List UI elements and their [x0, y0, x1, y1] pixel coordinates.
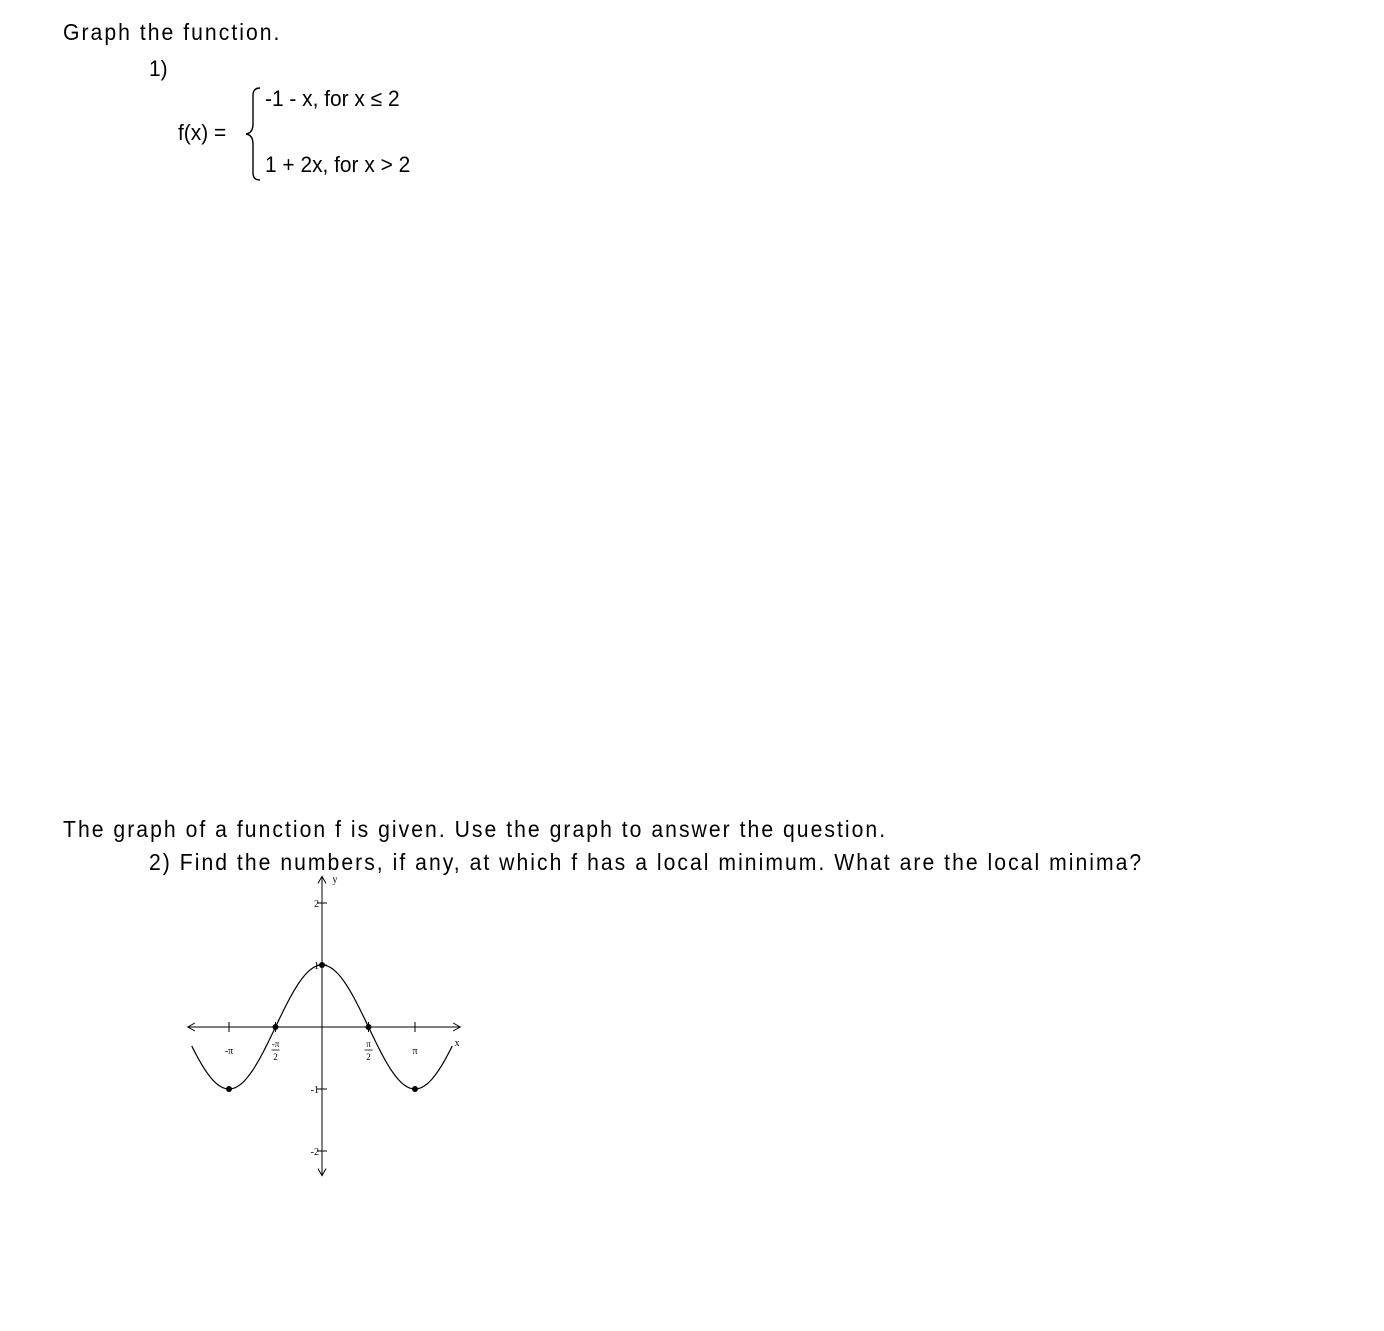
y-axis-label: y [332, 874, 338, 886]
marked-point [319, 962, 325, 968]
section2-instruction: The graph of a function f is given. Use the graph to answer the question. [63, 816, 888, 842]
section1-instruction: Graph the function. [63, 19, 282, 45]
problem-2-question: 2) Find the numbers, if any, at which f has a local minimum. What are the local minima? [149, 849, 1144, 875]
x-tick-label: π [412, 1046, 418, 1057]
marked-point [365, 1024, 371, 1030]
marked-point [226, 1086, 232, 1092]
x-tick-label-denominator: 2 [366, 1052, 371, 1062]
marked-point [412, 1086, 418, 1092]
x-tick-label: -π [224, 1046, 234, 1057]
x-tick-label-numerator: π [366, 1039, 371, 1049]
y-tick-label: 2 [314, 899, 319, 910]
marked-point [273, 1024, 279, 1030]
x-tick-label-numerator: -π [271, 1039, 280, 1049]
y-tick-label: 1 [314, 961, 319, 972]
function-name: f(x) = [178, 120, 227, 145]
piecewise-brace [240, 86, 262, 182]
y-tick-label: -1 [310, 1085, 319, 1096]
piece2-expression: 1 + 2x, for x > 2 [265, 152, 411, 177]
x-axis-label: x [454, 1038, 460, 1049]
y-tick-label: -2 [310, 1147, 319, 1158]
problem-1-number: 1) [149, 56, 168, 81]
function-graph [170, 874, 480, 1190]
piece1-expression: -1 - x, for x ≤ 2 [265, 86, 400, 111]
graph-svg [170, 874, 480, 1185]
x-tick-label-denominator: 2 [273, 1052, 278, 1062]
